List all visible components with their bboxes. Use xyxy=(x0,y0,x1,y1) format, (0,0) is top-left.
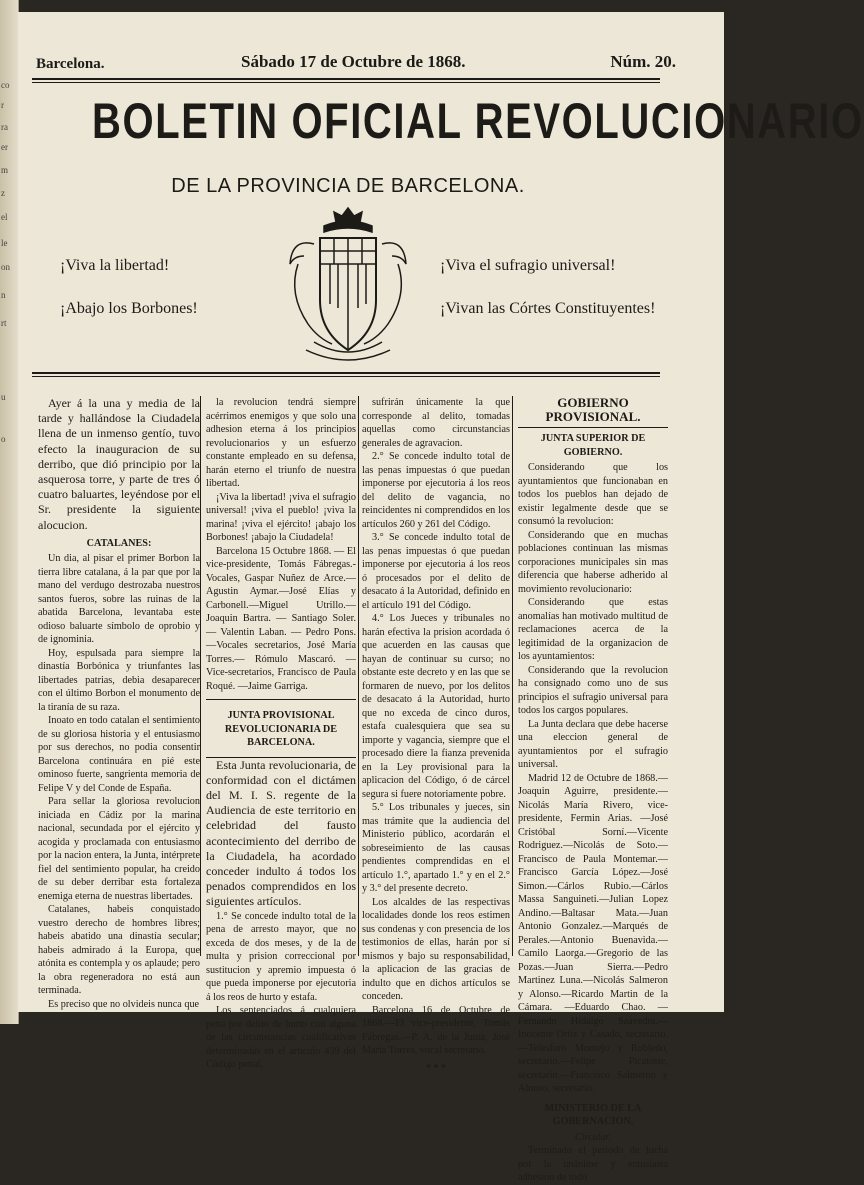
signatures: Barcelona 16 de Octubre de 1868.—El vice-presidente, Tomás Fábregas.—P. A. de la Junta, José María Torres, vocal secretario. xyxy=(362,1004,510,1056)
paragraph: Considerando que los ayuntamientos que funcionaban en todos los pueblos han dejado de existir legalmente desde que se consumó la revolucion: xyxy=(518,462,668,527)
paragraph: 2.° Se concede indulto total de las penas impuestas ó que puedan imponerse por ejecutoria á los reos del delito de vagancia, no reincidentes ni comprendidos en los artículos 260 y 261 del Código. xyxy=(362,451,510,530)
header-rule xyxy=(32,78,660,80)
junta-heading: JUNTA PROVISIONAL REVOLUCIONARIA DE BARCELONA. xyxy=(224,710,338,748)
issue-number: Núm. 20. xyxy=(610,52,676,71)
motto-right-bottom: ¡Vivan las Córtes Constituyentes! xyxy=(440,300,656,317)
section-rule-thin xyxy=(32,376,660,377)
edge-fragment: co xyxy=(1,80,10,90)
city-label: Barcelona. xyxy=(36,56,105,72)
derribo-intro: Ayer á la una y media de la tarde y hallándose la Ciudadela llena de un inmenso gentío, tuvo efecto la inauguracion de su derribo, que dió principio por la asquerosa torre, y parte de tres ó cuatro baluartes, leyéndose por el Sr. presidente la siguiente alocucion. xyxy=(38,396,200,532)
paragraph: Hoy, espulsada para siempre la dinastía Borbónica y triunfantes las libertades patrias, debia desaparecer con el último Borbon el monumento de la tiranía de su raza. xyxy=(38,647,200,713)
edge-fragment: ra xyxy=(1,122,8,132)
paragraph: la revolucion tendrá siempre acérrimos enemigos y que solo una adhesion eterna á los principios revolucionarios y un esfuerzo constante empleado en su defensa, harán eterno el triunfo de nuestra libertad. xyxy=(206,397,356,489)
edge-fragment: m xyxy=(1,165,9,175)
ministerio-heading: MINISTERIO DE LA GOBERNACION. xyxy=(544,1102,642,1127)
junta-superior-heading: JUNTA SUPERIOR DE GOBIERNO. xyxy=(540,433,646,458)
adjacent-page-edge xyxy=(0,0,19,1024)
signatures: Madrid 12 de Octubre de 1868.—Joaquin Aguirre, presidente.—Nicolás María Rivero, vice-presidente, Fermin Arias. —José Cristóbal Sorní.—Vicente Rodriguez.—Nicolás de Soto.—Francisco de Paula Montemar.—Francisco García López.—José Simon.—Cárlos Rubio.—Cárlos Massa Sanguineti.—Julian Lopez Andino.—Baltasar Mata.—Juan Antonio Gonzalez.—Marqués de Perales.—Antonio Buenavida.—Camilo Laorga.—Gregorio de las Pozas.—Juan Sierra.—Pedro Martinez Luna.—Nicolás Salmeron y Alonso.—Ricardo Martin de la Cámara. —Eduardo Chao. — Fernando Hidalgo Saavedra.—Inocente Ortiz y Casado, secretario.—Telesforo Montejo y Robledo, secretario.—Felipe Picatoste, secretario.—Francisco Salmeron y Alonso, secretario. xyxy=(518,772,668,1094)
edge-fragment: rt xyxy=(1,318,7,328)
paragraph: Esta Junta revolucionaria, de conformidad con el dictámen del M. I. S. regente de la Audiencia de este territorio en celebridad del fausto acontecimiento del derribo de la Ciudadela, ha acordado conceder indulto á todos los penados comprendidos en los siguientes artículos. xyxy=(206,757,356,909)
paragraph: Considerando que en muchas poblaciones continuan las mismas corporaciones municipales sin mas diferencia que haberse adherido al movimiento revolucionario: xyxy=(518,529,668,595)
paragraph: Considerando que la revolucion ha consignado como uno de sus principios el sufragio universal para todos los cargos populares. xyxy=(518,664,668,716)
gobierno-heading: GOBIERNO PROVISIONAL. xyxy=(545,395,641,424)
paragraph: 1.° Se concede indulto total de la pena de arresto mayor, que no exceda de dos meses, y de la de multa y prision correccional por sustitucion y apremio impuesta ó que pueda imponerse por ejecutoria á los reos de hurto y estafa. xyxy=(206,910,356,1003)
motto-right-top: ¡Viva el sufragio universal! xyxy=(440,257,616,274)
column-2 xyxy=(206,396,356,1071)
newspaper-subtitle: DE LA PROVINCIA DE BARCELONA. xyxy=(171,175,525,197)
edge-fragment: on xyxy=(1,262,10,272)
column-divider xyxy=(512,396,513,956)
column-divider xyxy=(200,396,201,956)
paragraph: sufrirán únicamente la que corresponde al delito, tomadas aquellas como circunstancias generales de agravacion. xyxy=(362,397,510,449)
newspaper-page xyxy=(18,12,864,1183)
motto-left-top: ¡Viva la libertad! xyxy=(60,257,170,274)
issue-date: Sábado 17 de Octubre de 1868. xyxy=(241,52,466,71)
column-divider xyxy=(358,396,359,956)
paragraph: Los sentenciados á cualquiera pena por delito de hurto con alguna de las circunstancias cualificativas determinadas en el artículo 439 del Código penal, xyxy=(206,1005,356,1071)
paragraph: 4.° Los Jueces y tribunales no harán efectiva la prision acordada ó que acuerden en las causas que hayan de continuar su curso; no obstante este decreto y en las que se formaren de nuevo, por los delitos de desacato á la Autoridad, hurto que no exceda de cinco duros, estafa cualesquiera que sea su importe y vagancia, siempre que el procesado diere la fianza prevenida en la Ley provisional para la aplicacion del Código, ó de cárcel segura si fuere notoriamente pobre. xyxy=(362,613,510,800)
signatures: Barcelona 15 Octubre 1868. — El vice-presidente, Tomás Fábregas.-Vocales, Gaspar Nuñez de Arce.—Agustin Aymar.—José Elías y Carbonell.—Miguel Utrillo.—Joaquin Bartra. — Santiago Soler. — Valentin Laban. — Pedro Pons.—Vocales secretarios, José María Torres.— Rómulo Mascaró. — Vice-secretarios, Francisco de Paula Roqué. —Jaime Garriga. xyxy=(206,545,356,692)
paragraph: La Junta declara que debe hacerse una eleccion general de ayuntamientos por el sufragio universal. xyxy=(518,718,668,770)
edge-fragment: n xyxy=(1,290,6,300)
catalanes-heading: CATALANES: xyxy=(86,537,152,549)
header-rule-thin xyxy=(32,82,660,83)
newspaper-title: BOLETIN OFICIAL REVOLUCIONARIO xyxy=(92,93,864,149)
paragraph: Los alcaldes de las respectivas localidades donde los reos estimen sus condenas y con presencia de los testimonios de ellas, harán por sí mismos y bajo su responsabilidad, la aplicacion de las gracias de indulto que en dichos artículos se conceden. xyxy=(362,896,510,1002)
paragraph: Considerando que estas anomalías han motivado multitud de reclamaciones acerca de la legitimidad de la organizacion de los ayuntamientos: xyxy=(518,597,668,662)
paragraph: Inoato en todo catalan el sentimiento de su gloriosa historia y el entusiasmo por sus derechos, no podia consentir Barcelona continuára en pié este ominoso fuerte, sangrienta memoria de Felipe V y del Conde de España. xyxy=(38,715,200,794)
circular-caption: Circular. xyxy=(574,1131,612,1143)
edge-fragment: z xyxy=(1,188,5,198)
paragraph: Es preciso que no olvideis nunca que xyxy=(48,998,200,1010)
paragraph: Para sellar la gloriosa revolucion iniciada en Cádiz por la marina nacional, secundada por el ejército y acogida y proclamada con entusiasmo por la nacion entera, la Junta, intérprete fiel del sentimiento popular, ha creido de su deber derribar esta fortaleza enemiga eterna de nuestras libertades. xyxy=(38,796,200,902)
edge-fragment: u xyxy=(1,392,6,402)
edge-fragment: r xyxy=(1,100,4,110)
edge-fragment: le xyxy=(1,238,8,248)
section-stars: * * * xyxy=(425,1062,447,1074)
section-box xyxy=(206,699,356,758)
edge-fragment: el xyxy=(1,212,8,222)
paragraph: 3.° Se concede indulto total de las penas impuestas ó que puedan imponerse por ejecutoria á los reos ó procesados por el delito de desacato á la Autoridad, definido en el artículo 191 del Código. xyxy=(362,532,510,611)
heading-rule xyxy=(518,427,668,428)
barcelona-coat-of-arms xyxy=(284,204,412,364)
column-3 xyxy=(362,396,510,1074)
paragraph: Terminado el período de lucha por la unánime y entusiasta adhesion de todo xyxy=(518,1145,668,1183)
edge-fragment: o xyxy=(1,434,6,444)
section-rule xyxy=(32,372,660,374)
dateline xyxy=(36,52,676,76)
motto-left-bottom: ¡Abajo los Borbones! xyxy=(60,300,198,317)
edge-fragment: er xyxy=(1,142,8,152)
column-1 xyxy=(38,396,200,1010)
paragraph: Catalanes, habeis conquistado vuestro derecho de hombres libres; habeis abatido una dinastía secular; habeis admirado á la Europa, que atónita es contempla y os aplaude; pero la obra regeneradora no está aun terminada. xyxy=(38,904,200,997)
column-4 xyxy=(518,395,668,1183)
paragraph: 5.° Los tribunales y jueces, sin mas trámite que la audiencia del Ministerio público, acordarán el sobreseimiento de las causas pendientes comprendidas en el artículo 1.°, apartado 1.° y en el 2.° y 3.° del presente decreto. xyxy=(362,802,510,894)
paragraph: ¡Viva la libertad! ¡viva el sufragio universal! ¡viva el pueblo! ¡viva la marina! ¡viva el ejército! ¡abajo los Borbones! ¡abajo la Ciudadela! xyxy=(206,491,356,543)
paragraph: Un dia, al pisar el primer Borbon la tierra libre catalana, á la par que por la mano del verdugo destrozaba nuestros santos fueros, sobre las ruinas de la abatida Barcelona, levantaba este odioso baluarte símbolo de oprobio y de ignominia. xyxy=(38,553,200,646)
